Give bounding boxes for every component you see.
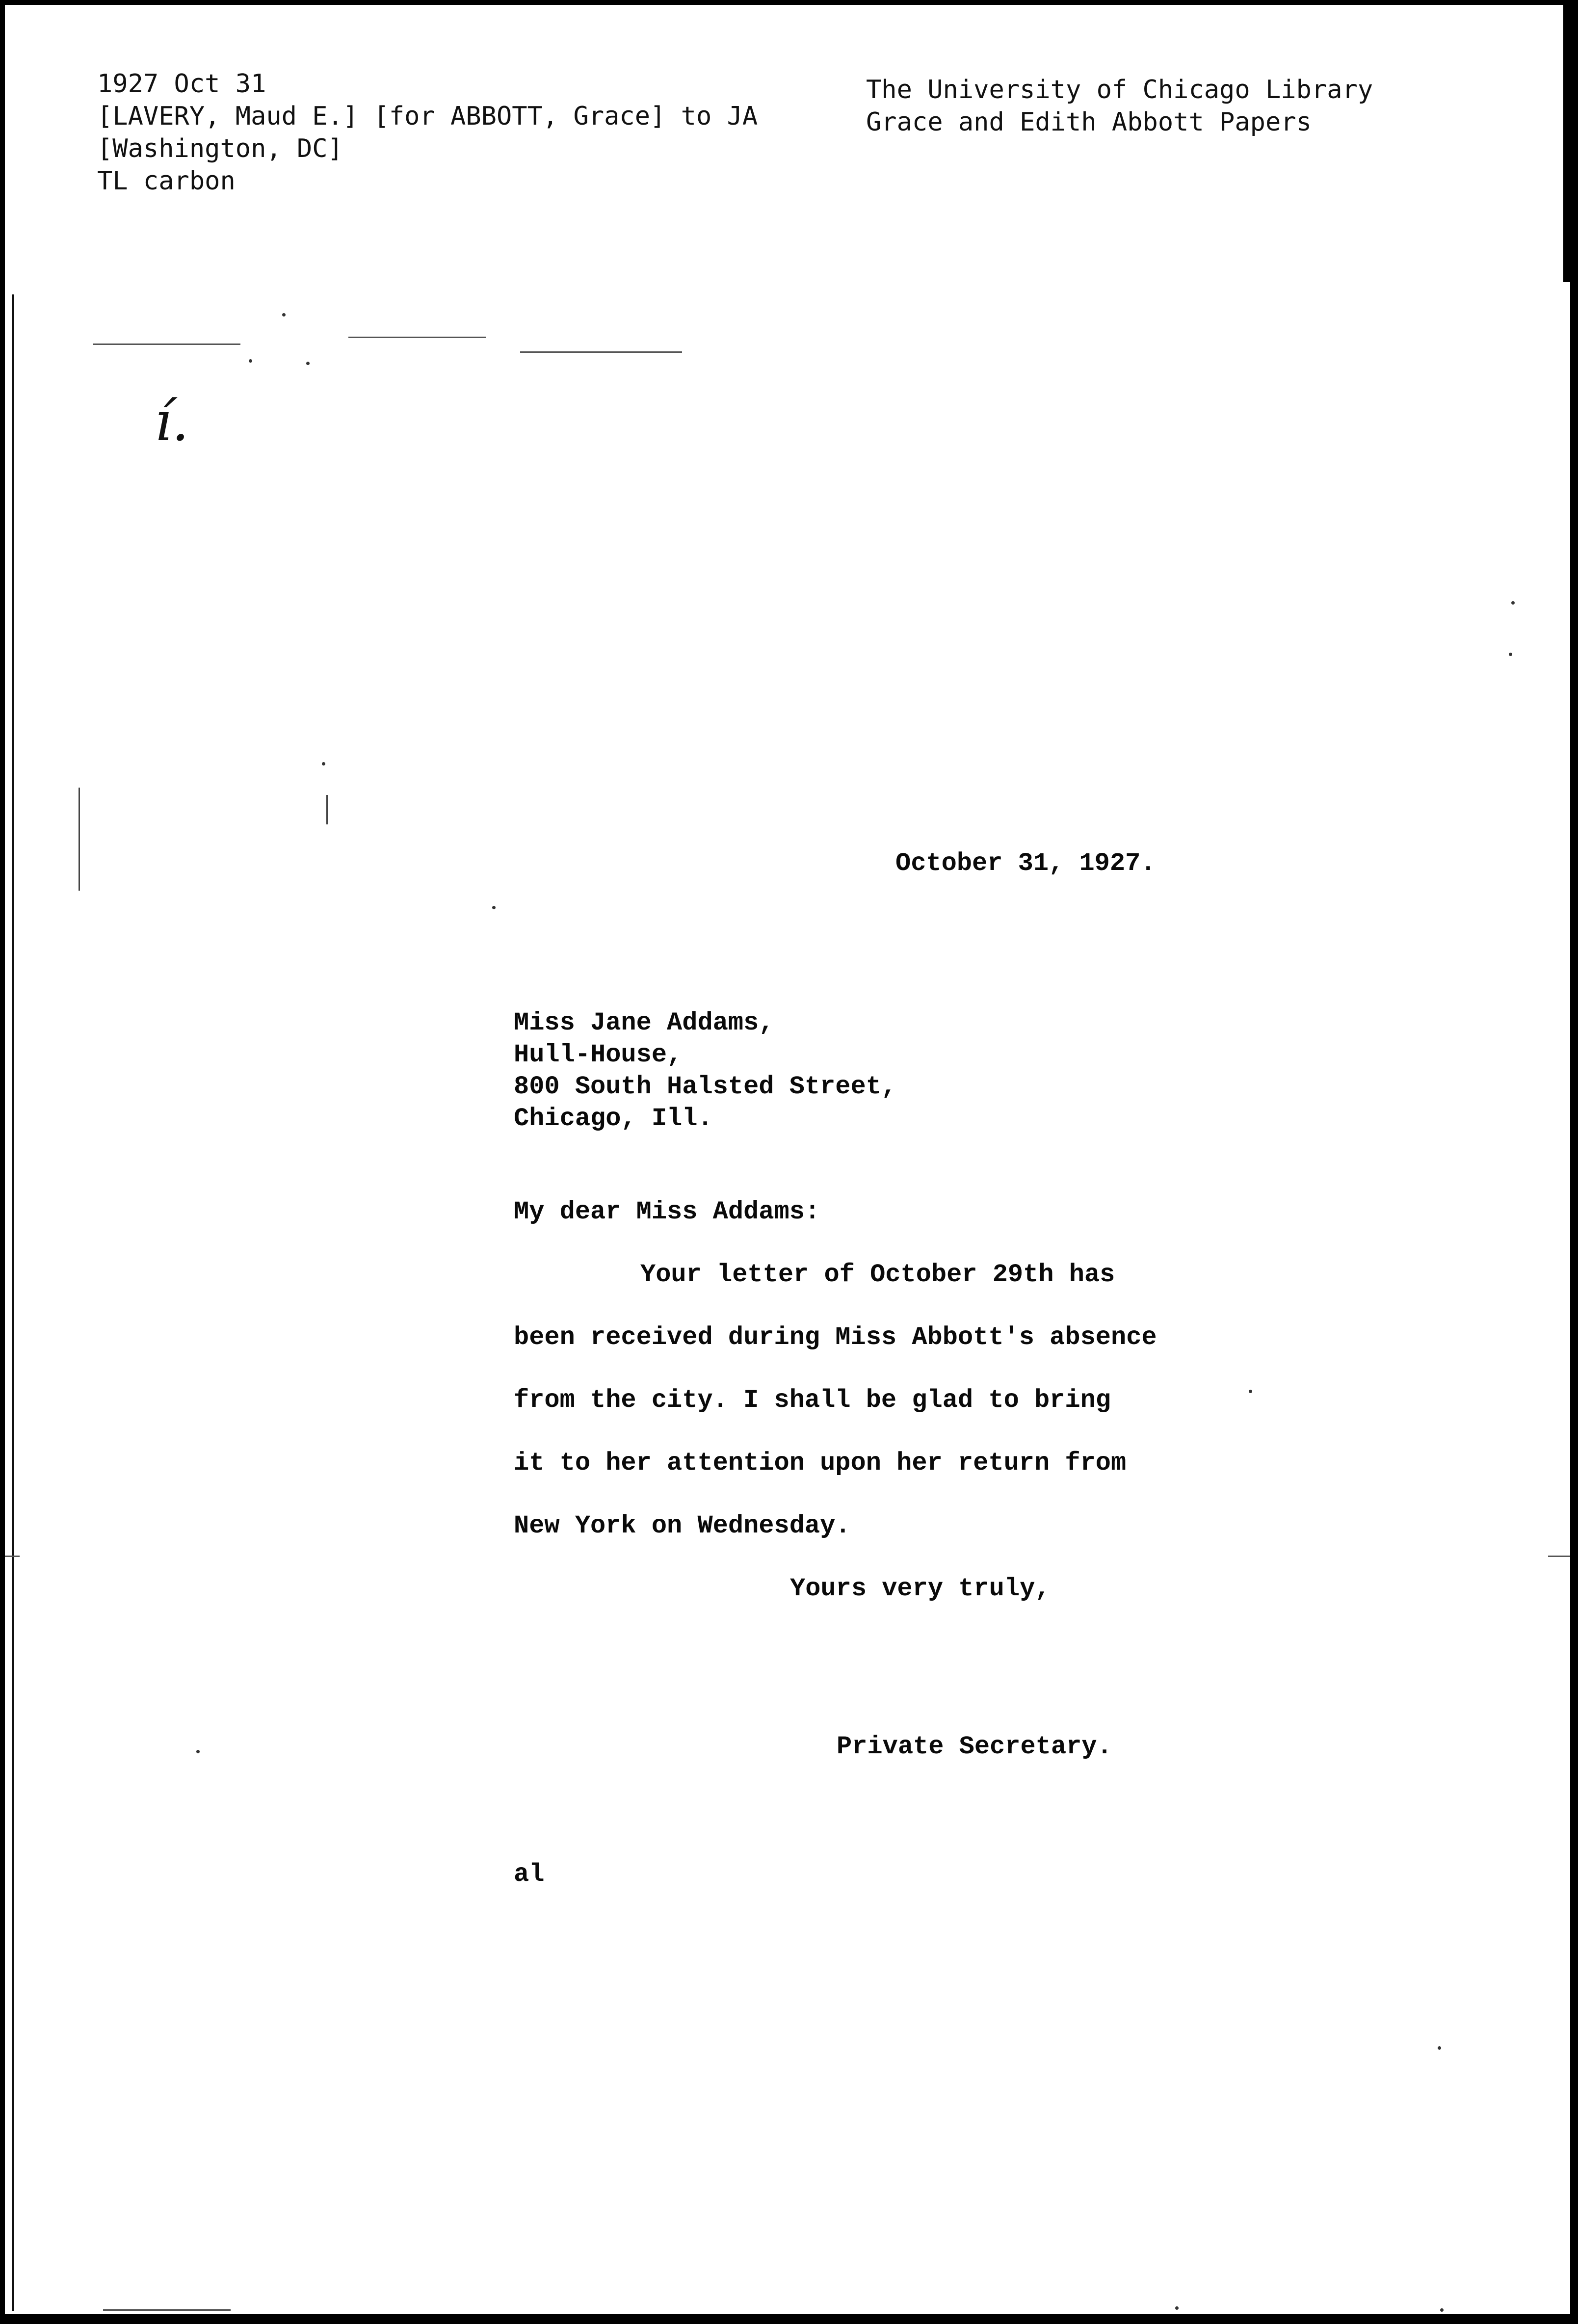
library-name: The University of Chicago Library (866, 75, 1373, 105)
scan-speck (492, 906, 496, 909)
body-line-5: New York on Wednesday. (514, 1511, 851, 1540)
handwritten-mark: í. (155, 390, 189, 453)
body-line-2: been received during Miss Abbott's absence (514, 1323, 1157, 1352)
scan-speck (1438, 2046, 1441, 2050)
carbon-smudge-line (348, 337, 486, 338)
salutation: My dear Miss Addams: (514, 1197, 820, 1226)
recipient-street: 800 South Halsted Street, (514, 1072, 897, 1101)
archival-format: TL carbon (97, 166, 236, 196)
carbon-smudge-line (93, 343, 240, 345)
scan-speck (1511, 601, 1515, 605)
complimentary-close: Yours very truly, (790, 1574, 1051, 1603)
scan-speck (282, 313, 286, 317)
archival-header-right (866, 74, 1373, 138)
signature-title: Private Secretary. (837, 1732, 1112, 1761)
scan-mark (326, 795, 328, 824)
scan-speck (249, 359, 252, 363)
letter-date: October 31, 1927. (895, 849, 1156, 878)
scan-speck (196, 1750, 200, 1753)
carbon-smudge-line (103, 2309, 231, 2311)
scan-speck (322, 762, 325, 766)
typist-initials: al (514, 1860, 545, 1889)
recipient-name: Miss Jane Addams, (514, 1008, 774, 1037)
body-line-1: Your letter of October 29th has (640, 1260, 1115, 1289)
recipient-organization: Hull-House, (514, 1040, 683, 1069)
body-line-4: it to her attention upon her return from (514, 1449, 1127, 1478)
archival-place: [Washington, DC] (97, 134, 343, 163)
scan-edge-left (12, 294, 14, 2311)
document-page (5, 5, 1570, 2314)
fold-mark (5, 1556, 20, 1557)
archival-header-left (97, 68, 758, 197)
archival-date: 1927 Oct 31 (97, 69, 266, 99)
scan-speck (1175, 2306, 1179, 2310)
scan-speck (1249, 1390, 1252, 1393)
body-line-3: from the city. I shall be glad to bring (514, 1386, 1111, 1415)
scan-edge-right (1563, 5, 1570, 282)
scan-speck (306, 362, 310, 365)
scan-mark (79, 788, 80, 891)
fold-mark (1548, 1556, 1570, 1557)
scan-speck (1440, 2308, 1444, 2312)
archival-correspondents: [LAVERY, Maud E.] [for ABBOTT, Grace] to JA (97, 102, 758, 131)
scan-speck (1509, 653, 1512, 656)
carbon-smudge-line (520, 351, 682, 353)
recipient-city: Chicago, Ill. (514, 1104, 713, 1133)
collection-name: Grace and Edith Abbott Papers (866, 107, 1312, 137)
